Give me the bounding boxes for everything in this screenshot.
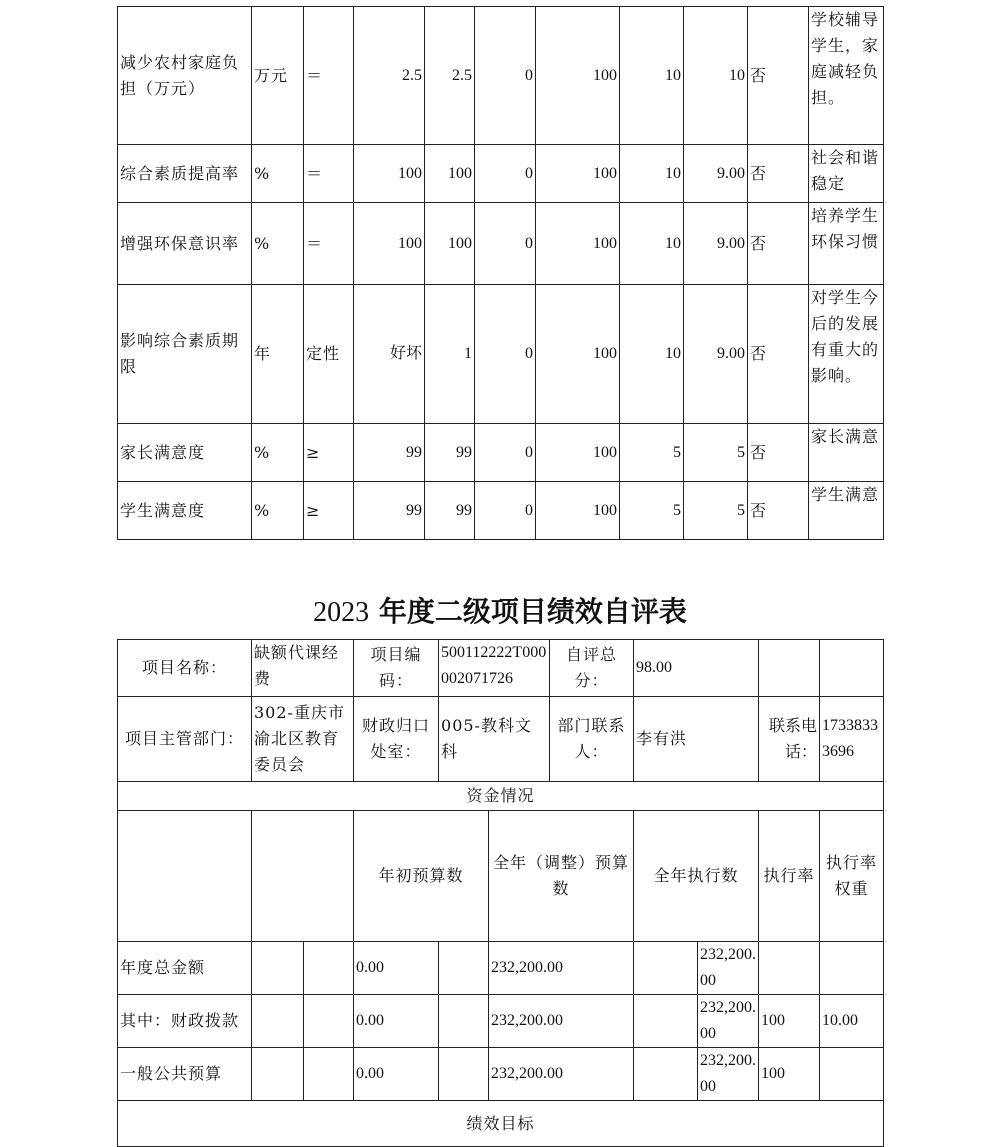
- header-exec-rate: 执行率: [759, 811, 820, 942]
- score: 5: [684, 424, 748, 482]
- fund-label: 其中：财政拨款: [118, 995, 252, 1048]
- completion-rate: 100: [536, 145, 620, 203]
- operator: 定性: [304, 285, 354, 424]
- actual-value: 2.5: [425, 7, 475, 145]
- weight: 5: [620, 424, 684, 482]
- indicator-row: [118, 7, 884, 145]
- remark: 家长满意: [809, 424, 884, 482]
- empty-cell: [118, 811, 252, 942]
- flag: 否: [748, 285, 809, 424]
- title-year: 2023: [313, 597, 370, 628]
- unit: 年: [252, 285, 304, 424]
- rate-weight: [820, 1048, 884, 1101]
- office-name: 005-教科文科: [439, 697, 550, 782]
- project-name-label: 项目名称：: [118, 640, 252, 697]
- header-rate-weight: 执行率权重: [820, 811, 884, 942]
- weight: 10: [620, 203, 684, 285]
- target-value: 100: [354, 203, 425, 285]
- adjusted-budget: 232,200.00: [489, 1048, 634, 1101]
- empty-cell: [304, 942, 354, 995]
- project-code-label: 项目编码：: [354, 640, 439, 697]
- flag: 否: [748, 203, 809, 285]
- indicator-name: 影响综合素质期限: [118, 285, 252, 424]
- dept-name: 302-重庆市渝北区教育委员会: [252, 697, 354, 782]
- completion-rate: 100: [536, 7, 620, 145]
- fund-row: [118, 995, 884, 1048]
- deviation: 0: [475, 482, 536, 540]
- empty-cell: [304, 995, 354, 1048]
- exec-rate: [759, 942, 820, 995]
- header-executed: 全年执行数: [634, 811, 759, 942]
- remark: 学生满意: [809, 482, 884, 540]
- project-table: [117, 639, 884, 1147]
- remark: 对学生今后的发展有重大的影响。: [809, 285, 884, 424]
- rate-weight: [820, 942, 884, 995]
- adjusted-budget: 232,200.00: [489, 995, 634, 1048]
- project-row-1: [118, 640, 884, 697]
- indicator-row: [118, 482, 884, 540]
- unit: %: [252, 482, 304, 540]
- completion-rate: 100: [536, 482, 620, 540]
- target-value: 好坏: [354, 285, 425, 424]
- operator: ＝: [304, 203, 354, 285]
- unit: 万元: [252, 7, 304, 145]
- weight: 10: [620, 285, 684, 424]
- empty-cell: [252, 1048, 304, 1101]
- project-name: 缺额代课经费: [252, 640, 354, 697]
- empty-cell: [820, 640, 884, 697]
- funds-section-title: 资金情况: [118, 782, 884, 811]
- executed-amount: 232,200.00: [698, 995, 759, 1048]
- executed-amount: 232,200.00: [698, 942, 759, 995]
- empty-cell: [252, 942, 304, 995]
- page-title: [0, 590, 1000, 630]
- unit: %: [252, 145, 304, 203]
- empty-cell: [759, 640, 820, 697]
- goals-row: [118, 1101, 884, 1147]
- fund-label: 年度总金额: [118, 942, 252, 995]
- initial-budget: 0.00: [354, 942, 439, 995]
- target-value: 100: [354, 145, 425, 203]
- fund-row: [118, 942, 884, 995]
- fund-label: 一般公共预算: [118, 1048, 252, 1101]
- completion-rate: 100: [536, 424, 620, 482]
- indicator-row: [118, 145, 884, 203]
- funds-header-row: [118, 811, 884, 942]
- indicator-name: 学生满意度: [118, 482, 252, 540]
- phone-number: 17338333696: [820, 697, 884, 782]
- goals-title: 绩效目标: [118, 1101, 884, 1147]
- flag: 否: [748, 424, 809, 482]
- operator: ≥: [304, 482, 354, 540]
- completion-rate: 100: [536, 285, 620, 424]
- indicator-name: 增强环保意识率: [118, 203, 252, 285]
- dept-label: 项目主管部门：: [118, 697, 252, 782]
- empty-cell: [439, 995, 489, 1048]
- target-value: 99: [354, 424, 425, 482]
- deviation: 0: [475, 7, 536, 145]
- score: 5: [684, 482, 748, 540]
- indicator-row: [118, 203, 884, 285]
- office-label: 财政归口处室：: [354, 697, 439, 782]
- unit: %: [252, 203, 304, 285]
- target-value: 2.5: [354, 7, 425, 145]
- target-value: 99: [354, 482, 425, 540]
- completion-rate: 100: [536, 203, 620, 285]
- empty-cell: [252, 811, 354, 942]
- flag: 否: [748, 482, 809, 540]
- empty-cell: [304, 1048, 354, 1101]
- indicator-row: [118, 424, 884, 482]
- indicator-row: [118, 285, 884, 424]
- remark: 学校辅导学生，家庭减轻负担。: [809, 7, 884, 145]
- self-score: 98.00: [634, 640, 759, 697]
- flag: 否: [748, 145, 809, 203]
- contact-name: 李有洪: [634, 697, 759, 782]
- remark: 培养学生环保习惯: [809, 203, 884, 285]
- weight: 10: [620, 145, 684, 203]
- contact-label: 部门联系人：: [550, 697, 634, 782]
- rate-weight: 10.00: [820, 995, 884, 1048]
- weight: 5: [620, 482, 684, 540]
- header-adjusted-budget: 全年（调整）预算数: [489, 811, 634, 942]
- empty-cell: [634, 942, 698, 995]
- funds-section-row: [118, 782, 884, 811]
- indicator-name: 家长满意度: [118, 424, 252, 482]
- project-code: 500112222T000002071726: [439, 640, 550, 697]
- score: 9.00: [684, 285, 748, 424]
- initial-budget: 0.00: [354, 995, 439, 1048]
- empty-cell: [439, 942, 489, 995]
- fund-row: [118, 1048, 884, 1101]
- deviation: 0: [475, 424, 536, 482]
- phone-label: 联系电话：: [759, 697, 820, 782]
- executed-amount: 232,200.00: [698, 1048, 759, 1101]
- score: 9.00: [684, 203, 748, 285]
- actual-value: 99: [425, 482, 475, 540]
- actual-value: 99: [425, 424, 475, 482]
- exec-rate: 100: [759, 995, 820, 1048]
- indicator-name: 减少农村家庭负担（万元）: [118, 7, 252, 145]
- actual-value: 1: [425, 285, 475, 424]
- self-score-label: 自评总分：: [550, 640, 634, 697]
- weight: 10: [620, 7, 684, 145]
- operator: ＝: [304, 7, 354, 145]
- actual-value: 100: [425, 203, 475, 285]
- operator: ≥: [304, 424, 354, 482]
- operator: ＝: [304, 145, 354, 203]
- score: 9.00: [684, 145, 748, 203]
- actual-value: 100: [425, 145, 475, 203]
- empty-cell: [252, 995, 304, 1048]
- indicator-name: 综合素质提高率: [118, 145, 252, 203]
- empty-cell: [634, 995, 698, 1048]
- flag: 否: [748, 7, 809, 145]
- adjusted-budget: 232,200.00: [489, 942, 634, 995]
- empty-cell: [439, 1048, 489, 1101]
- deviation: 0: [475, 203, 536, 285]
- initial-budget: 0.00: [354, 1048, 439, 1101]
- exec-rate: 100: [759, 1048, 820, 1101]
- indicator-table: [117, 6, 884, 540]
- deviation: 0: [475, 145, 536, 203]
- score: 10: [684, 7, 748, 145]
- title-text: 年度二级项目绩效自评表: [369, 595, 687, 628]
- project-row-2: [118, 697, 884, 782]
- remark: 社会和谐稳定: [809, 145, 884, 203]
- empty-cell: [634, 1048, 698, 1101]
- deviation: 0: [475, 285, 536, 424]
- header-initial-budget: 年初预算数: [354, 811, 489, 942]
- unit: %: [252, 424, 304, 482]
